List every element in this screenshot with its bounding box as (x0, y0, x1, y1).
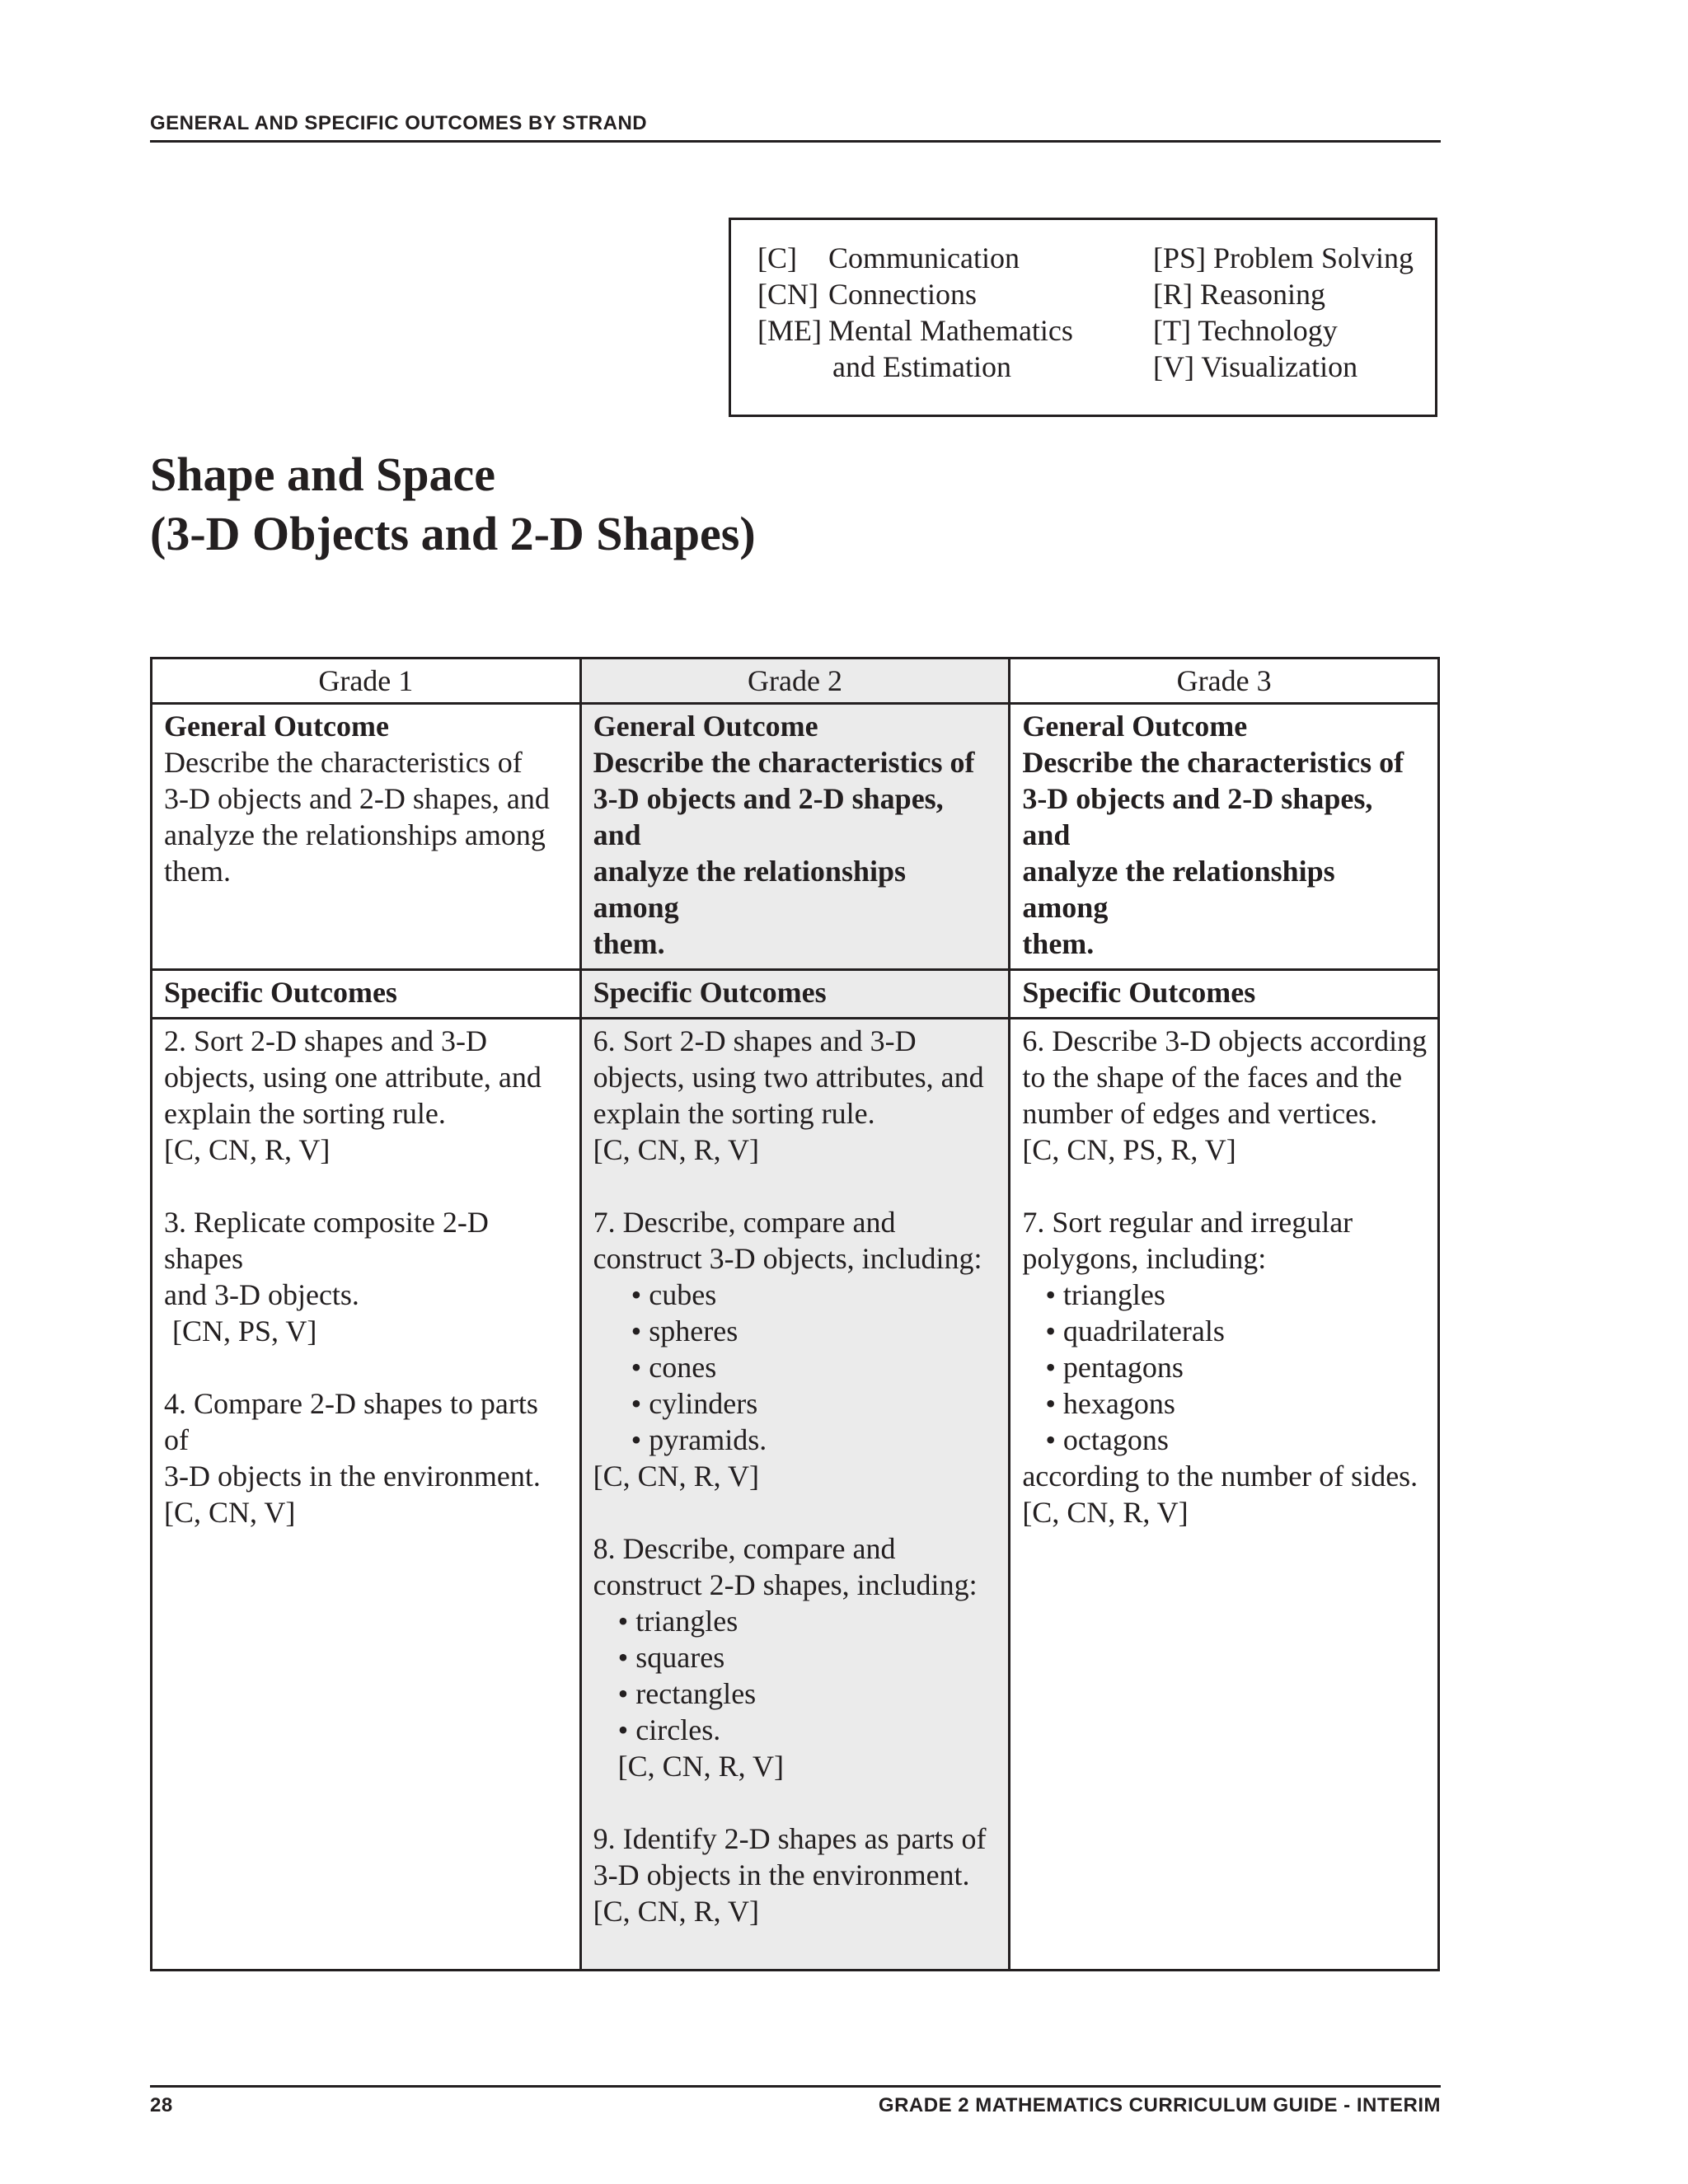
grade-1-general-outcome: General Outcome Describe the characteristics of 3-D objects and 2-D shapes, and analyze the relationships among them. (152, 704, 581, 970)
page-footer (150, 2085, 1441, 2117)
legend-item-mental-math: [ME] Mental Mathematics (757, 314, 1073, 347)
legend-item-reasoning: [R] Reasoning (1153, 278, 1325, 311)
list-item: • cubes (631, 1278, 717, 1311)
grade-3-specific-outcomes (1010, 1019, 1439, 1971)
list-item: • cones (631, 1351, 717, 1384)
grade-3-specific-label: Specific Outcomes (1010, 970, 1439, 1019)
grade-1-specific-outcomes (152, 1019, 581, 1971)
legend-item-connections: [CN] Connections (757, 278, 977, 311)
process-legend-box (729, 218, 1437, 417)
outcome-g2-6: 6. Sort 2-D shapes and 3-D objects, using two attributes, and explain the sorting rule. [C, CN, R, V] (593, 1024, 984, 1166)
list-item: • rectangles (617, 1677, 757, 1710)
page-title: Shape and Space (3-D Objects and 2-D Shapes) (150, 448, 756, 560)
legend-item-mental-math-cont: and Estimation (832, 350, 1011, 383)
grade-2-header: Grade 2 (580, 658, 1010, 704)
list-item: • circles. (617, 1713, 721, 1746)
legend-item-communication: [C] Communication (757, 241, 1020, 274)
legend-item-problem-solving: [PS] Problem Solving (1153, 241, 1414, 274)
list-item: • triangles (1045, 1278, 1165, 1311)
outcome-g1-4: 4. Compare 2-D shapes to parts of 3-D objects in the environment. [C, CN, V] (164, 1387, 541, 1529)
general-outcome-row (152, 704, 1439, 970)
list-item: • pyramids. (631, 1423, 767, 1456)
outcome-g2-7: 7. Describe, compare and construct 3-D objects, including: • cubes • spheres • cones • cylinders • pyramids. [C, CN, R, V] (593, 1204, 999, 1494)
grade-header-row (152, 658, 1439, 704)
grade-1-specific-label: Specific Outcomes (152, 970, 581, 1019)
list-item: • cylinders (631, 1387, 758, 1420)
list-item: • spheres (631, 1315, 738, 1347)
specific-outcomes-row (152, 1019, 1439, 1971)
outcome-g1-3: 3. Replicate composite 2-D shapes and 3-D objects. [CN, PS, V] (164, 1206, 489, 1347)
list-item: • quadrilaterals (1045, 1315, 1225, 1347)
list-item: • hexagons (1045, 1387, 1175, 1420)
guide-title: GRADE 2 MATHEMATICS CURRICULUM GUIDE - INTERIM (878, 2094, 1441, 2116)
grade-3-general-outcome: General Outcome Describe the characteristics of 3-D objects and 2-D shapes, and analyze the relationships among them. (1010, 704, 1439, 970)
list-item: • pentagons (1045, 1351, 1184, 1384)
list-item: • octagons (1045, 1423, 1169, 1456)
grade-2-specific-outcomes (580, 1019, 1010, 1971)
outcome-g3-7: 7. Sort regular and irregular polygons, including: • triangles • quadrilaterals • pentagons • hexagons • octagons according to the number of sides. [C, CN, R, V] (1022, 1204, 1428, 1530)
grade-1-header: Grade 1 (152, 658, 581, 704)
specific-label-row (152, 970, 1439, 1019)
outcomes-table (150, 657, 1440, 1971)
outcome-g2-9: 9. Identify 2-D shapes as parts of 3-D objects in the environment. [C, CN, R, V] (593, 1822, 987, 1928)
legend-left-column (757, 240, 1073, 385)
outcome-g3-6: 6. Describe 3-D objects according to the shape of the faces and the number of edges and vertices. [C, CN, PS, R, V] (1022, 1024, 1428, 1166)
outcome-g2-8: 8. Describe, compare and construct 2-D shapes, including: • triangles • squares • rectangles • circles. [C, CN, R, V] (593, 1530, 999, 1784)
grade-2-general-outcome: General Outcome Describe the characteristics of 3-D objects and 2-D shapes, and analyze the relationships among them. (580, 704, 1010, 970)
list-item: • triangles (617, 1605, 738, 1638)
running-header: GENERAL AND SPECIFIC OUTCOMES BY STRAND (150, 112, 1441, 143)
list-item: • squares (617, 1641, 725, 1674)
legend-item-technology: [T] Technology (1153, 314, 1338, 347)
legend-right-column (1153, 240, 1414, 385)
legend-item-visualization: [V] Visualization (1153, 350, 1358, 383)
outcome-g1-2: 2. Sort 2-D shapes and 3-D objects, using one attribute, and explain the sorting rule. [C, CN, R, V] (164, 1024, 542, 1166)
grade-3-header: Grade 3 (1010, 658, 1439, 704)
grade-2-specific-label: Specific Outcomes (580, 970, 1010, 1019)
page-number: 28 (150, 2094, 173, 2116)
